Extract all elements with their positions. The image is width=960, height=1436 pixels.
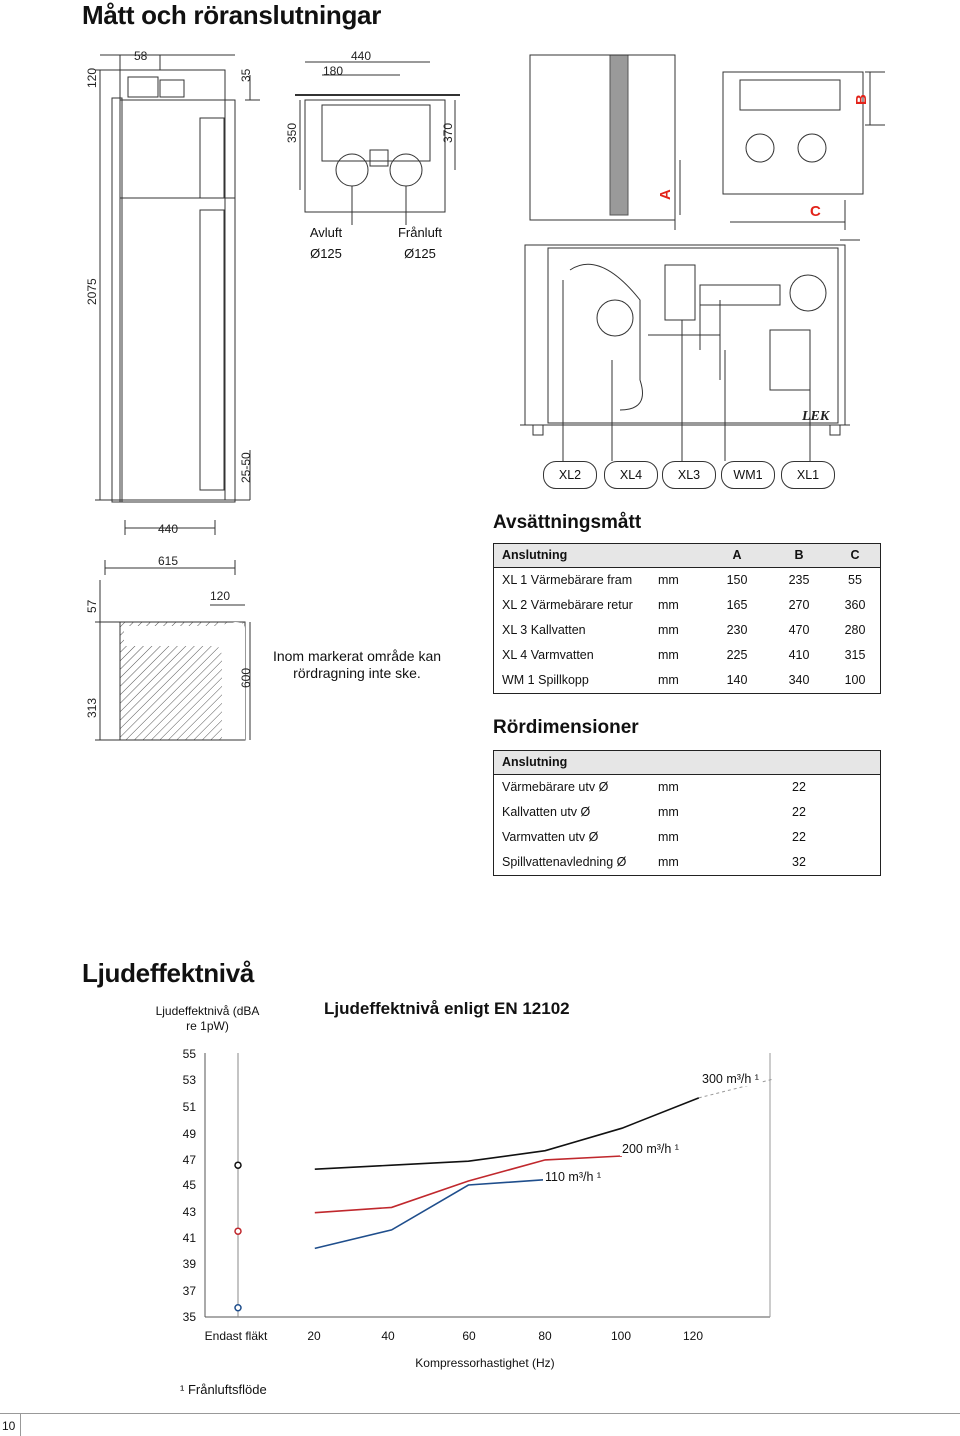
- brand-logo: LEK: [802, 409, 830, 424]
- table-row: Spillvattenavledning Ø mm 32: [502, 855, 806, 869]
- rordimensioner-heading: Rördimensioner: [493, 717, 639, 738]
- x-tick-label: 20: [307, 1329, 321, 1343]
- series-label-110: 110 m³/h ¹: [545, 1170, 602, 1184]
- table-row: XL 3 Kallvatten mm 230 470 280: [502, 623, 866, 637]
- keepout-note: Inom markerat område kan rördragning inte ske.: [272, 648, 442, 681]
- y-tick-label: 53: [182, 1073, 196, 1087]
- dim-615: 615: [158, 554, 179, 568]
- chart-title: Ljudeffektnivå enligt EN 12102: [324, 999, 570, 1018]
- connection-pill-xl3: XL3: [662, 461, 716, 489]
- y-tick-label: 45: [182, 1178, 196, 1192]
- chart-grid: [205, 1053, 772, 1317]
- y-tick-label: 51: [182, 1100, 196, 1114]
- connection-pill-xl1: XL1: [781, 461, 835, 489]
- table-row: Kallvatten utv Ø mm 22: [502, 805, 806, 819]
- dim-C-label: C: [810, 203, 821, 220]
- dim-313: 313: [85, 697, 99, 718]
- y-tick-label: 43: [182, 1205, 196, 1219]
- fan-only-point-1: [235, 1228, 241, 1234]
- series-line-2: [315, 1180, 545, 1249]
- connection-pill-xl2: XL2: [543, 461, 597, 489]
- footer-rule: [0, 1413, 960, 1414]
- sound-section-title: Ljudeffektnivå: [82, 958, 255, 988]
- dim-A-label: A: [657, 189, 674, 200]
- x-tick-label: 40: [381, 1329, 395, 1343]
- series-label-300: 300 m³/h ¹: [702, 1072, 759, 1086]
- x-tick-label: 60: [462, 1329, 476, 1343]
- dim-2075: 2075: [85, 278, 99, 305]
- page-number: 10: [2, 1419, 16, 1433]
- table-row: WM 1 Spillkopp mm 140 340 100: [502, 673, 866, 687]
- fan-only-point-2: [235, 1305, 241, 1311]
- dim-440-side: 440: [158, 522, 179, 536]
- table-row: XL 2 Värmebärare retur mm 165 270 360: [502, 598, 866, 612]
- y-tick-label: 49: [182, 1127, 196, 1141]
- dim-600: 600: [239, 667, 253, 688]
- y-tick-label: 35: [182, 1310, 196, 1324]
- x-tick-label: 80: [538, 1329, 552, 1343]
- chart-footnote: ¹ Frånluftsflöde: [180, 1382, 267, 1397]
- dim-57: 57: [85, 599, 99, 613]
- connection-pill-xl4: XL4: [604, 461, 658, 489]
- x-tick-label: 120: [682, 1329, 704, 1343]
- avluft-label: Avluft: [309, 225, 343, 240]
- y-tick-label: 37: [182, 1284, 196, 1298]
- series-label-200: 200 m³/h ¹: [622, 1142, 679, 1156]
- dim-370: 370: [441, 122, 455, 143]
- y-tick-label: 47: [182, 1153, 196, 1167]
- chart-xlabel: Kompressorhastighet (Hz): [415, 1356, 555, 1370]
- series-line-0: [315, 1098, 699, 1169]
- dim-120: 120: [85, 67, 99, 88]
- franluft-size: Ø125: [404, 246, 436, 261]
- franluft-label: Frånluft: [397, 225, 443, 240]
- table-row: Värmebärare utv Ø mm 22: [502, 780, 806, 794]
- x-tick-label: 100: [610, 1329, 632, 1343]
- dim-B-label: B: [853, 94, 870, 105]
- dim-25-50: 25-50: [239, 452, 253, 483]
- fan-only-point-0: [235, 1162, 241, 1168]
- table-header: Anslutning A B C: [494, 544, 880, 568]
- dim-58: 58: [134, 49, 148, 63]
- table-row: XL 1 Värmebärare fram mm 150 235 55: [502, 573, 862, 587]
- y-tick-label: 41: [182, 1231, 196, 1245]
- x-tick-label: Endast fläkt: [204, 1329, 268, 1343]
- y-tick-label: 39: [182, 1257, 196, 1271]
- avluft-size: Ø125: [310, 246, 342, 261]
- dim-350: 350: [285, 122, 299, 143]
- chart-ylabel: Ljudeffektnivå (dBA re 1pW): [155, 1004, 260, 1033]
- dim-440-top: 440: [351, 49, 372, 63]
- table-header: Anslutning: [494, 751, 880, 775]
- connection-pill-wm1: WM1: [721, 461, 775, 489]
- dim-35: 35: [239, 68, 253, 82]
- y-tick-label: 55: [182, 1047, 196, 1061]
- dim-180: 180: [323, 64, 344, 78]
- avsattning-heading: Avsättningsmått: [493, 512, 642, 533]
- table-row: XL 4 Varmvatten mm 225 410 315: [502, 648, 866, 662]
- page-title: Mått och röranslutningar: [82, 0, 382, 30]
- chart-series: [235, 1098, 699, 1311]
- dim-120-keepout: 120: [210, 589, 231, 603]
- table-row: Varmvatten utv Ø mm 22: [502, 830, 806, 844]
